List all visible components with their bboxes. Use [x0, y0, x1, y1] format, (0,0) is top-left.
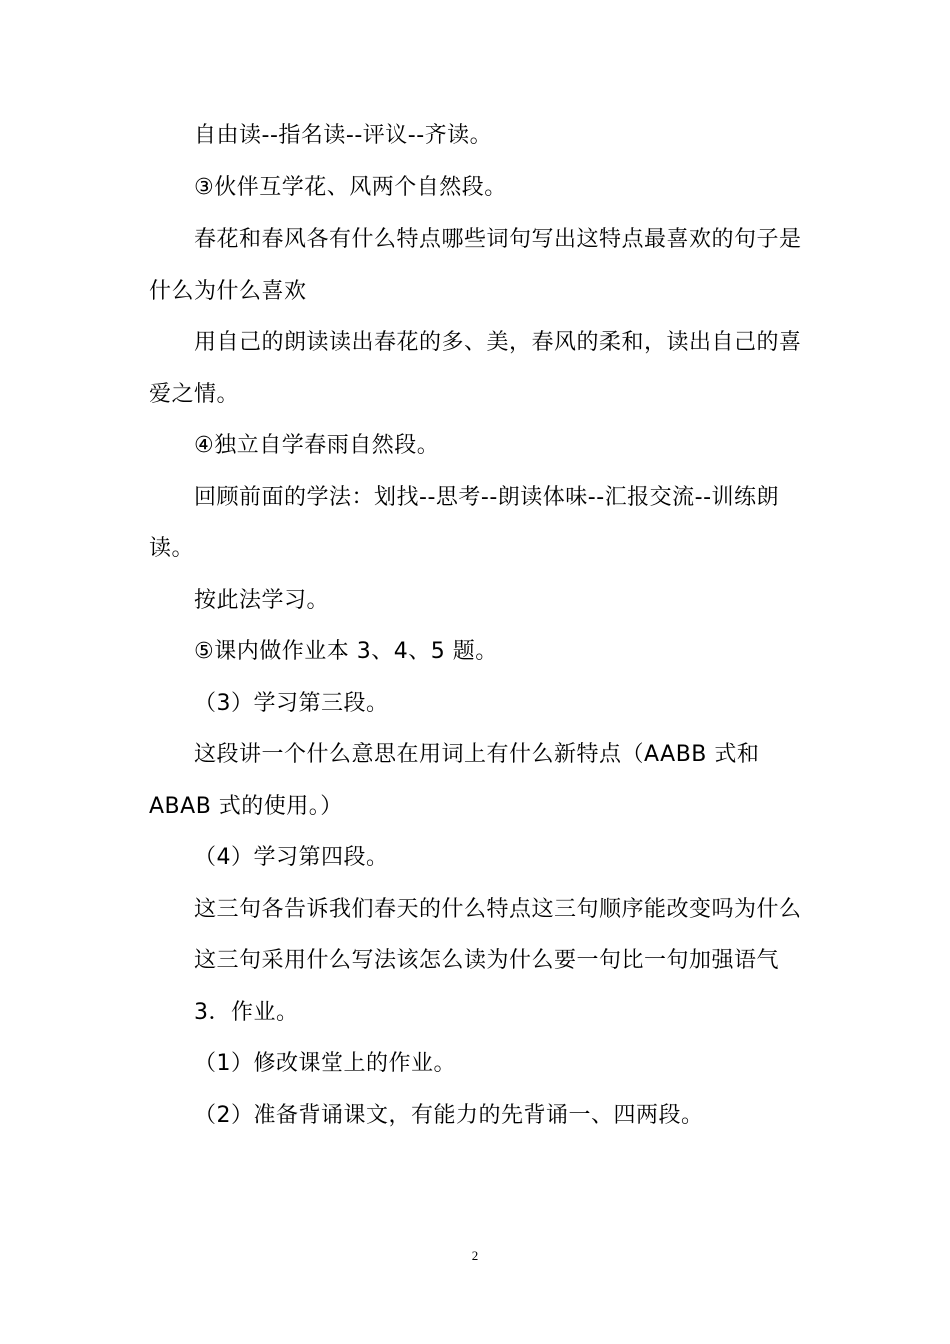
- text-line: 这三句采用什么写法该怎么读为什么要一句比一句加强语气: [194, 948, 780, 973]
- text-line: （2）准备背诵课文，有能力的先背诵一、四两段。: [194, 1103, 704, 1128]
- text-line: （4）学习第四段。: [194, 845, 389, 870]
- text-line: 读。: [149, 536, 195, 561]
- text-line: ③伙伴互学花、风两个自然段。: [194, 175, 507, 200]
- text-line: 回顾前面的学法：划找--思考--朗读体味--汇报交流--训练朗: [194, 485, 780, 510]
- text-line: 自由读--指名读--评议--齐读。: [194, 123, 493, 148]
- text-line: （1）修改课堂上的作业。: [194, 1051, 456, 1076]
- text-line: ABAB 式的使用。）: [149, 794, 343, 819]
- text-line: 什么为什么喜欢: [149, 279, 307, 304]
- text-line: ⑤课内做作业本 3、4、5 题。: [194, 639, 498, 664]
- text-line: 春花和春风各有什么特点哪些词句写出这特点最喜欢的句子是: [194, 227, 802, 252]
- text-line: 这三句各告诉我们春天的什么特点这三句顺序能改变吗为什么: [194, 897, 802, 922]
- text-line: 3．作业。: [194, 1000, 299, 1025]
- text-line: 这段讲一个什么意思在用词上有什么新特点（AABB 式和: [194, 742, 760, 767]
- text-line: 爱之情。: [149, 382, 240, 407]
- text-line: 用自己的朗读读出春花的多、美，春风的柔和，读出自己的喜: [194, 330, 802, 355]
- text-line: （3）学习第三段。: [194, 691, 389, 716]
- text-line: 按此法学习。: [194, 588, 330, 613]
- text-line: ④独立自学春雨自然段。: [194, 433, 440, 458]
- page-number: 2: [471, 1248, 479, 1263]
